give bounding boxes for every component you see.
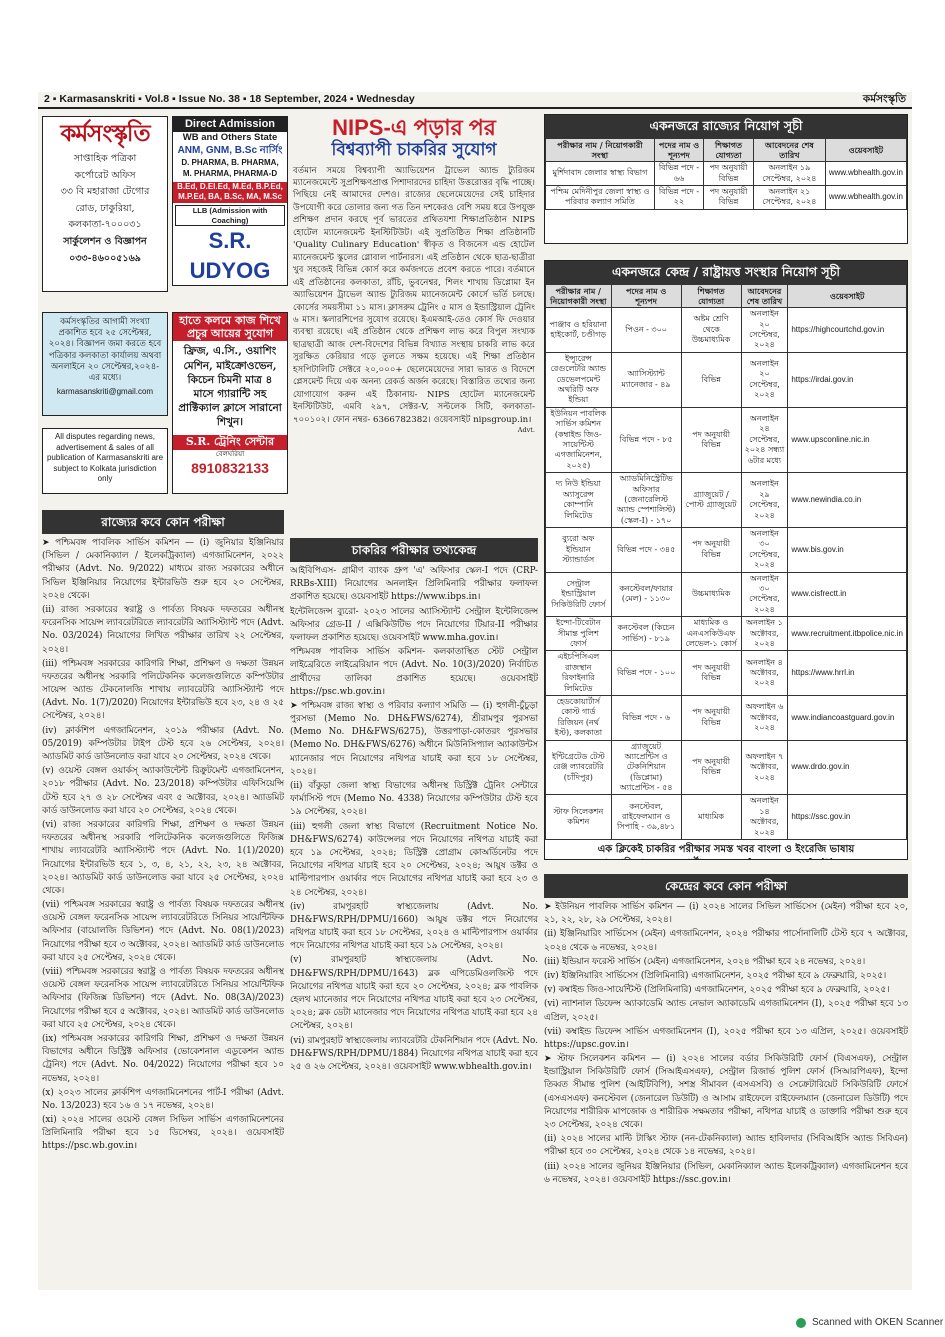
table-cell: অনলাইন ২১ সেপ্টেম্বর, ২০২৪ — [753, 186, 825, 210]
central-exams-list — [544, 898, 908, 1187]
newspaper-page — [38, 92, 912, 1290]
state-exams-column — [42, 510, 284, 1286]
table-row — [546, 186, 907, 210]
ad-edu-courses — [173, 182, 287, 203]
table-cell: পদ অনুযায়ী বিভিন্ন — [681, 407, 741, 472]
state-exam-item: (x) ২০২৩ সালের ক্লার্কশিপ এগজামিনেশনের পার্ট-I পরীক্ষা (Advt. No. 13/2023) হবে ১৬ ও ১৭ নভেম্বর, ২০২৪। — [42, 1087, 284, 1111]
table-cell: বিভিন্ন পদে - ৬ — [611, 695, 681, 740]
table-cell: পদ অনুযায়ী বিভিন্ন — [681, 695, 741, 740]
jurisdiction-disclaimer — [42, 428, 168, 494]
table-cell: পাঞ্জাব ও হরিয়ানা হাইকোর্ট, চণ্ডীগড় — [546, 308, 612, 353]
website-link[interactable]: https://www.hrrl.in — [788, 651, 907, 696]
website-link[interactable]: https://highcourtchd.gov.in — [788, 308, 907, 353]
notice-email: karmasanskriti@gmail.com — [56, 387, 154, 397]
logo-office: কর্পোরেট অফিস — [74, 169, 136, 181]
website-link[interactable]: www.newindia.co.in — [788, 473, 907, 528]
training-ad-headline — [173, 313, 287, 341]
website-link[interactable]: www.recruitment.itbpolice.nic.in — [788, 617, 907, 651]
table-cell: স্টাফ সিলেকশন কমিশন — [546, 795, 612, 840]
state-recruitment-table-box — [544, 114, 908, 244]
table-header-cell: পদের নাম ও শূন্যপদ — [654, 138, 703, 162]
training-ad-phone: 8910832133 — [191, 460, 269, 477]
state-table-body — [546, 162, 907, 210]
central-exams-column — [544, 874, 908, 1286]
table-header-cell: শিক্ষাগত যোগ্যতা — [681, 284, 741, 308]
table-row — [546, 352, 907, 407]
training-headline-2: প্রচুর আয়ের সুযোগ — [186, 327, 274, 341]
table-cell: এইচপিসিএল রাজস্থান রিফাইনারি লিমিটেড — [546, 651, 612, 696]
table-cell: পশ্চিম মেদিনীপুর জেলা স্বাস্থ্য ও পরিবার কল্যাণ সমিতি — [546, 186, 655, 210]
training-ad-center: S.R. ট্রেনিং সেন্টার — [173, 435, 287, 450]
table-cell: পদ অনুযায়ী বিভিন্ন — [704, 186, 754, 210]
scanner-logo-icon — [796, 1318, 806, 1328]
table-cell: কনস্টেবল, রাইফেলম্যান ও সিপাহি - ৩৯,৪৮১ — [611, 795, 681, 840]
central-exam-item: (vii) কম্বাইন্ড ডিফেন্স সার্ভিস এগজামিনেশন (I), ২০২৫ পরীক্ষা হবে ১৩ এপ্রিল, ২০২৫। ওয়েবসাইট https://upsc.gov.in। — [544, 1026, 908, 1050]
table-cell: অনলাইন ২৯ সেপ্টেম্বর, ২০২৪ — [741, 473, 788, 528]
table-cell: অনলাইন ১৪ অক্টোবর, ২০২৪ — [741, 795, 788, 840]
central-exam-item: (iii) ইন্ডিয়ান ফরেস্ট সার্ভিস (মেইন) এগজামিনেশন, ২০২৪ পরীক্ষা হবে ২৪ নভেম্বর, ২০২৪। — [544, 956, 866, 967]
ad-llb-line: LLB (Admission with Coaching) — [175, 205, 285, 227]
ad-direct-admission: Direct Admission — [173, 117, 287, 132]
table-cell: পদ অনুযায়ী বিভিন্ন — [681, 651, 741, 696]
job-info-item: (v) রামপুরহাট স্বাস্থ্যজেলায় (Advt. No. DH&FWS/RPH/DPMU/1643) ব্লক এপিডেমিওলজিস্ট পদে নিয়োগের নথিপত্র যাচাই করা হবে ২০ সেপ্টেম্বর, ২০২৪; ব্লক পাবলিক হেলথ ম্যানেজার পদে নিয়োগের নথিপত্র যাচাই করা হবে ২৩ সেপ্টেম্বর, ২০২৪; ব্লক ডেটা ম্যানেজার পদে নিয়োগের নথিপত্র যাচাই করা হবে ২৪ সেপ্টেম্বর, ২০২৪। — [290, 955, 538, 1032]
job-info-column — [290, 538, 538, 1286]
website-link[interactable]: https://irdai.gov.in — [788, 352, 907, 407]
central-exam-item: (iii) ২০২৪ সালের জুনিয়র ইঞ্জিনিয়ার (সিভিল, মেকানিক্যাল অ্যান্ড ইলেকট্রিক্যাল) এগজামিনেশন হবে ৬ নভেম্বর, ২০২৪। ওয়েবসাইট https://ssc.gov.in। — [544, 1161, 908, 1185]
state-exam-item: (iv) ক্লার্কশিপ এগজামিনেশন, ২০১৯ পরীক্ষার (Advt. No. 05/2019) কম্পিউটার টাইপ টেস্ট হবে ২৬ সেপ্টেম্বর, ২০২৪। অ্যাডমিট কার্ড ডাউনলোড করা যাবে ২০ সেপ্টেম্বর, ২০২৪ থেকে। — [42, 725, 284, 762]
scanner-text: Scanned with OKEN Scanner — [812, 1317, 944, 1328]
ad-state-line: WB and Others State — [182, 131, 278, 143]
table-cell: বিভিন্ন পদে - ৮৫ — [611, 407, 681, 472]
ad-institute-name: S.R. UDYOG — [189, 228, 271, 283]
ad-institute-age — [173, 285, 287, 286]
central-exam-item: (iv) ইঞ্জিনিয়ারিং সার্ভিসেস (প্রিলিমিনারি) এগজামিনেশন, ২০২৫ পরীক্ষা হবে ৯ ফেব্রুয়ারি, ২০২৫। — [544, 970, 887, 981]
publisher-logo-box — [42, 116, 168, 292]
table-header-cell: ওয়েবসাইট — [825, 138, 906, 162]
table-header-cell: আবেদনের শেষ তারিখ — [741, 284, 788, 308]
job-info-item: ইন্টেলিজেন্স ব্যুরো- ২০২৩ সালের অ্যাসিস্ট্যান্ট সেন্ট্রাল ইন্টেলিজেন্স অফিসার গ্রেড-II / এক্সিকিউটিভ পদে নিয়োগের টিয়ার-II পরীক্ষার ফলাফল প্রকাশিত হয়েছে। ওয়েবসাইট www.mha.gov.in। — [290, 606, 538, 643]
table-cell: ইন্টিগ্রেটেড টেস্ট রেঞ্জ ল্যাবরেটরি (চাঁদিপুর) — [546, 740, 612, 795]
table-cell: ইন্দো-টিবেটান সীমান্ত পুলিশ ফোর্স — [546, 617, 612, 651]
state-table-header-row — [546, 138, 907, 162]
central-table-title: একনজরে কেন্দ্র / রাষ্ট্রায়ত্ত সংস্থার নিয়োগ সূচী — [545, 261, 907, 284]
state-exam-item: (iii) পশ্চিমবঙ্গ সরকারের কারিগরি শিক্ষা, প্রশিক্ষণ ও দক্ষতা উন্নয়ন দফতরের অধীনস্থ সরকারি পলিটেকনিক কলেজগুলিতে কম্পিউটার সায়েন্স অ্যান্ড টেকনোলজি শাখায় ল্যাবরেটরি অ্যাসিস্ট্যান্ট পদে (Advt. No. 1(7)/2020) নিয়োগের ইন্টারভিউ হবে ২৩, ২৪ ও ২৫ সেপ্টেম্বর, ২০২৪। — [42, 658, 284, 722]
table-cell: অনলাইন ৩০ সেপ্টেম্বর, ২০২৪ — [741, 528, 788, 573]
table-row — [546, 407, 907, 472]
central-exam-item: ➤ স্টাফ সিলেকশন কমিশন — (i) ২০২৪ সালের বর্ডার সিকিউরিটি ফোর্স (বিএসএফ), সেন্ট্রাল ইন্ডাস্ট্রিয়াল সিকিউরিটি ফোর্স (সিআইএসএফ), সেন্ট্রাল রিজার্ভ পুলিশ ফোর্স (সিআরপিএফ), ইন্দো তিব্বত সীমান্ত পুলিশ (আইটিবিপি), সশস্ত্র সীমাবল (এসএসবি) ও সেক্রেটারিয়েট সিকিউরিটি ফোর্সে (এসএসএফ) কনস্টেবল (জেনারেল ডিউটি) ও আসাম রাইফেলে রাইফেলম্যান (জেনারেল ডিউটি) পদে নিয়োগের শারীরিক মাপজোক ও শারীরিক সক্ষমতার পরীক্ষা, নথিপত্র যাচাই ও ডাক্তারি পরীক্ষা শুরু হবে ২৩ সেপ্টেম্বর, ২০২৪ থেকে। — [544, 1054, 908, 1130]
promo-line-2 — [545, 857, 907, 860]
table-cell: পদ অনুযায়ী বিভিন্ন — [681, 528, 741, 573]
nips-title: NIPS-এ পড়ার পর — [332, 115, 496, 140]
table-cell: বিভিন্ন পদে - ১০০ — [611, 651, 681, 696]
web-portal-promo — [545, 840, 907, 860]
table-cell: ব্যুরো অফ ইন্ডিয়ান স্ট্যান্ডার্ডস — [546, 528, 612, 573]
table-row — [546, 795, 907, 840]
masthead-brand: কর্মসংস্কৃতি — [862, 92, 906, 105]
state-recruitment-table — [545, 138, 907, 210]
table-cell: অনলাইন ১ অক্টোবর, ২০২৪ — [741, 617, 788, 651]
job-info-item: আইবিপিএস- গ্রামীণ ব্যাংক গ্রুপ 'এ' অফিসার স্কেল-I পদে (CRP-RRBs-XIII) নিয়োগের অনলাইন প্রিলিমিনারি পরীক্ষার ফলাফল প্রকাশিত হয়েছে। ওয়েবসাইট https://www.ibps.in। — [290, 566, 538, 603]
ad-edu-line-1: B.Ed, D.El.Ed, M.Ed, B.P.Ed, — [177, 181, 283, 191]
state-exam-item: (ix) পশ্চিমবঙ্গ সরকারের কারিগরি শিক্ষা, প্রশিক্ষণ ও দক্ষতা উন্নয়ন বিভাগের অধীনে ডিস্ট্রিক্ট অফিসার (ভোকেশনাল এডুকেশন অ্যান্ড ট্রেনিং) পদে (Advt. No. 04/2022) নিয়োগের পরীক্ষা হবে ১০ নভেম্বর, ২০২৪। — [42, 1033, 284, 1084]
ad-pharma-line-2: M. PHARMA, PHARMA-D — [182, 169, 278, 179]
table-cell: অফলাইন ৬ অক্টোবর, ২০২৪ — [741, 695, 788, 740]
logo-phone: ০৩৩-৪৬০০৫১৬৯ — [69, 252, 141, 264]
table-cell: হেডকোয়ার্টার্স কোস্ট গার্ড রিজিয়ন (নর্থ ইস্ট), কলকাতা — [546, 695, 612, 740]
job-info-item: ➤ পশ্চিমবঙ্গ রাজ্য স্বাস্থ্য ও পরিবার কল্যাণ সমিতি — (i) হুগলী-চুঁচুড়া পুরসভা (Memo No. DH&FWS/6274), শ্রীরামপুর পুরসভা (Memo No. DH&FWS/6275), উত্তরপাড়া-কোতরং পুরসভার (Memo No. DH&FWS/6276) অধীনে মিউনিসিপ্যাল অ্যাকাউন্টস ম্যানেজার পদে নিয়োগের নথিপত্র যাচাই করা হবে ১৮ সেপ্টেম্বর, ২০২৪। — [290, 700, 538, 777]
central-exam-item: ➤ ইউনিয়ন পাবলিক সার্ভিস কমিশন — (i) ২০২৪ সালের সিভিল সার্ভিসেস (মেইন) পরীক্ষা হবে ২০, ২১, ২২, ২৮, ২৯ সেপ্টেম্বর, ২০২৪। — [544, 902, 908, 926]
logo-address-2: রোড, ঢাকুরিয়া, — [75, 202, 135, 214]
central-recruitment-table-box — [544, 260, 908, 860]
table-header-cell: আবেদনের শেষ তারিখ — [753, 138, 825, 162]
training-ad-location: বেলঘরিয়া — [215, 449, 245, 458]
logo-name: কর্মসংস্কৃতি — [60, 120, 150, 147]
table-row — [546, 572, 907, 617]
training-ad-body: ফ্রিজ, এ.সি., ওয়াশিং মেশিন, মাইক্রোওভেন, কিচেন চিমনী মাত্র ৪ মাসে গ্যারান্টি সহ প্রাক্টিক্যাল ক্লাসে সারানো শিখুন। — [178, 345, 282, 429]
job-info-item: (iv) রামপুরহাট স্বাস্থ্যজেলায় (Advt. No. DH&FWS/RPH/DPMU/1660) আয়ুষ ডক্টর পদে নিয়োগের নথিপত্র যাচাই করা হবে ১৮ সেপ্টেম্বর, ২০২৪ ও মাল্টিপারপাস ওয়ার্কার পদে নিয়োগের নথিপত্র যাচাই করা হবে ১৯ সেপ্টেম্বর, ২০২৪। — [290, 901, 538, 952]
table-cell: মাধ্যমিক — [681, 795, 741, 840]
job-info-item: (vi) রামপুরহাট স্বাস্থ্যজেলায় ল্যাবরেটরি টেকনিশিয়ান পদে (Advt. No. DH&FWS/RPH/DPMU/1884) নিয়োগের নথিপত্র যাচাই করা হবে ২৫ ও ২৬ সেপ্টেম্বর, ২০২৪। ওয়েবসাইট www.wbhealth.gov.in। — [290, 1035, 538, 1072]
central-exam-item: (ii) ২০২৪ সালের মাল্টি টাস্কিং স্টাফ (নন-টেকনিক্যাল) অ্যান্ড হাবিলদার (সিবিআইসি অ্যান্ড সিবিএন) পরীক্ষা হবে ৩০ সেপ্টেম্বর, ২০২৪ থেকে ১৪ নভেম্বর, ২০২৪। — [544, 1134, 908, 1158]
table-cell: বিভিন্ন পদে - ৩৪৫ — [611, 528, 681, 573]
state-exam-item: (xi) ২০২৪ সালের ওয়েস্ট বেঙ্গল সিভিল সার্ভিস এগজামিনেশনের প্রিলিমিনারি পরীক্ষা হবে ১৫ ডিসেম্বর, ২০২৪। ওয়েবসাইট https://psc.wb.gov.in। — [42, 1115, 284, 1152]
website-link[interactable]: https://ssc.gov.in — [788, 795, 907, 840]
table-cell: বিভিন্ন পদে - ৬৬ — [654, 162, 703, 186]
udyog-admission-ad — [172, 116, 288, 286]
state-exam-item: (viii) পশ্চিমবঙ্গ সরকারের স্বরাষ্ট্র ও পার্বত্য বিষয়ক দফতরের অধীনস্থ ওয়েস্ট বেঙ্গল ফরেনসিক সায়েন্স ল্যাবরেটরিতে সিনিয়র সায়েন্টিফিক অফিসার (ফিজিক্স ডিভিশন) পদে (Advt. No. 08(3A)/2023) নিয়োগের পরীক্ষা হবে ৫ অক্টোবর, ২০২৪। অ্যাডমিট কার্ড ডাউনলোড করা যাবে ২৫ সেপ্টেম্বর, ২০২৪ থেকে। — [42, 967, 284, 1030]
next-issue-notice — [42, 312, 168, 416]
state-exam-item: (ii) রাজ্য সরকারের স্বরাষ্ট্র ও পার্বত্য বিষয়ক দফতরের অধীনস্থ ফরেনসিক সায়েন্স ল্যাবরেটরিতে ল্যাবরেটরি অ্যাসিস্ট্যান্ট পদে (Advt. No. 03/2024) নিয়োগের লিখিত পরীক্ষার তারিখ ২২ সেপ্টেম্বর, ২০২৪। — [42, 604, 284, 655]
table-cell: গ্র্যাজুয়েট / পোস্ট গ্র্যাজুয়েট — [681, 473, 741, 528]
state-exam-item: (v) ওয়েস্ট বেঙ্গল ওয়ার্কস্ অ্যাকাউন্টেন্ট রিক্রুটমেন্ট এগজামিনেশন, ২০১৮ পরীক্ষার (Advt. No. 23/2018) কম্পিউটার এফিসিয়েন্সি টেস্ট হবে ২৭ ও ২৮ সেপ্টেম্বর এবং ৫ অক্টোবর, ২০২৪। অ্যাডমিট কার্ড ডাউনলোড করা যাবে ২০ সেপ্টেম্বর, ২০২৪ থেকে। — [42, 766, 284, 816]
website-link[interactable]: www.wbhealth.gov.in — [825, 186, 906, 210]
table-row — [546, 162, 907, 186]
table-header-cell: ওয়েবসাইট — [788, 284, 907, 308]
table-cell: অনলাইন ২৪ সেপ্টেম্বর, ২০২৪ সন্ধ্যা ৬টার মধ্যে — [741, 407, 788, 472]
table-cell: ইন্স্যুরেন্স রেগুলেটরি অ্যান্ড ডেভেলপমেন্ট অথরিটি অফ ইন্ডিয়া — [546, 352, 612, 407]
table-row — [546, 695, 907, 740]
state-table-title: একনজরে রাজ্যের নিয়োগ সূচী — [545, 115, 907, 138]
table-cell: বিভিন্ন পদে - ২২ — [654, 186, 703, 210]
state-exams-list — [42, 534, 284, 1154]
table-row — [546, 308, 907, 353]
table-cell: সেন্ট্রাল ইন্ডাস্ট্রিয়াল সিকিউরিটি ফোর্স — [546, 572, 612, 617]
logo-address-3: কলকাতা-৭০০০৩১ — [68, 219, 142, 231]
nips-body: বর্তমান সময়ে বিশ্বব্যাপী অ্যাভিয়েশন ট্রাভেল অ্যান্ড ট্যুরিজম ম্যানেজমেন্টে সুপ্রশিক্ষণপ্রাপ্ত পিশাদারদের চাহিদা উত্তরোত্তর বৃদ্ধি পাচ্ছে। পিছিয়ে নেই আমাদের দেশও। রাজ্যের ছেলেমেয়েদের সেই চাহিদার উপযোগী করে তোলার জন্য গত তিন দশকেরও বেশি সময় ধরে উপযুক্ত প্রশিক্ষণ প্রদান করছে পূর্ব ভারতের প্রথিতযশা শিক্ষাপ্রতিষ্ঠান NIPS হোটেল ম্যানেজমেন্ট ইনস্টিটিউট। এই সুপ্রতিষ্ঠিত শিক্ষা প্রতিষ্ঠানটি 'Quality Culinary Education' স্বীকৃত ও বিজনেস এন্ড হোটেল ম্যানেজমেন্ট স্কুলের গ্লোবাল পার্টনারস। এই প্রতিষ্ঠান থেকে ছাত্র-ছাত্রীরা খুব সহজেই বিভিন্ন কোর্স করে কর্মজগতে প্রবেশ করতে পারে। বর্তমানে এই প্রতিষ্ঠানের কলকাতা, রাঁচি, ভুবনেশ্বর, শিলং শাখায় ডিপ্লোমা ইন অ্যাভিয়েশন ট্রাভেল অ্যান্ড ট্যুরিজম ম্যানেজমেন্ট কোর্সে ভর্তি চলছে। কোর্সের সময়সীমা ১১ মাস। ক্লাসরুম ট্রেনিং ৫ মাস ও ইন্ডাস্ট্রিয়াল ট্রেনিং ৬ মাস। স্কলারশিপের সুযোগ রয়েছে। ইএমআই-তেও কোর্স ফি দেওয়ার ব্যবস্থা রয়েছে। এই প্রতিষ্ঠান থেকে প্রশিক্ষণ লাভ করে বিপুল সংখ্যক ছাত্রছাত্রী আজ দেশ-বিদেশের বিভিন্ন বিখ্যাত সংস্থায় চাকরি লাভ করে সুরক্ষিত কেরিয়ার গড়ে তুলতে সক্ষম হয়েছে। এই শিক্ষা প্রতিষ্ঠান হসপিটালিটি সেক্টরে ২০,০০০+ ছেলেমেয়েদের সারা ভারত ও বিদেশে প্লেসমেন্ট দিয়ে এক অনন্য রেকর্ড অর্জন করেছে। বিস্তারিত তথ্যের জন্য যোগাযোগ করুন এই ঠিকানায়- NIPS হোটেল ম্যানেজমেন্ট ইনস্টিটিউট, এমবি ২৯৭, সেক্টর-V, সল্টলেক সিটি, কলকাতা- ৭০০১০২। ফোন নম্বর- 6366782382। ওয়েবসাইট nipsgroup.in। — [293, 165, 535, 425]
table-header-cell: শিক্ষাগত যোগ্যতা — [704, 138, 754, 162]
table-cell: গ্র্যাজুয়েট অ্যাপ্রেন্টিস ও টেকনিশিয়ান (ডিপ্লোমা) অ্যাপ্রেন্টিস - ৫৪ — [611, 740, 681, 795]
table-cell: উচ্চমাধ্যমিক — [681, 572, 741, 617]
logo-subtitle: সাপ্তাহিক পত্রিকা — [73, 153, 137, 165]
table-row — [546, 651, 907, 696]
nips-adv-label: Advt. — [517, 426, 535, 435]
table-cell: মুর্শিদাবাদ জেলার স্বাস্থ্য বিভাগ — [546, 162, 655, 186]
notice-text: কর্মসংস্কৃতির আগামী সংখ্যা প্রকাশিত হবে ২৫ সেপ্টেম্বর, ২০২৪। বিজ্ঞাপন জমা করতে হবে পত্রিকার কলকাতা কার্যালয় অথবা অনলাইনে ২০ সেপ্টেম্বর,২০২৪-এর মধ্যে। — [48, 317, 162, 384]
scanner-watermark — [796, 1316, 943, 1329]
ad-nursing-line: ANM, GNM, B.Sc নার্সিং — [177, 145, 283, 157]
job-info-item: (iii) হুগলী জেলা স্বাস্থ্য বিভাগে (Recruitment Notice No. DH&FWS/6274) কাউন্সেলর পদে নিয়োগের নথিপত্র যাচাই করা হবে ১৯ সেপ্টেম্বর, ২০২৪; ডিস্ট্রিক্ট প্রোগ্রাম কোঅর্ডিনেটর পদে নিয়োগের নথিপত্র যাচাই হবে ২০ সেপ্টেম্বর, ২০২৪; আয়ুষ ডক্টর ও মাল্টিপারপাস ওয়ার্কার পদে নিয়োগের নথিপত্র যাচাই করা হবে ২৩ ও ২৪ সেপ্টেম্বর, ২০২৪। — [290, 821, 538, 898]
central-exams-title: কেন্দ্রের কবে কোন পরীক্ষা — [544, 874, 908, 898]
table-cell: বিভিন্ন — [681, 352, 741, 407]
central-exam-item: (vi) ন্যাশনাল ডিফেন্স অ্যাকাডেমি অ্যান্ড নেভাল অ্যাকাডেমি এগজামিনেশন (I), ২০২৫ পরীক্ষা হবে ১৩ এপ্রিল, ২০২৫। — [544, 999, 908, 1023]
table-cell: অনলাইন ৪ অক্টোবর, ২০২৪ — [741, 651, 788, 696]
state-exams-title: রাজ্যের কবে কোন পরীক্ষা — [42, 510, 284, 534]
training-center-ad — [172, 312, 288, 494]
job-info-list — [290, 562, 538, 1074]
nips-subtitle: বিশ্বব্যাপী চাকরির সুযোগ — [331, 140, 497, 161]
table-row — [546, 617, 907, 651]
table-cell: কনস্টেবল/ফায়ার (মেল) - ১১৩০ — [611, 572, 681, 617]
nips-article — [290, 116, 538, 534]
table-cell: মাধ্যমিক ও এনএসকিউএফ লেভেল-১ কোর্স — [681, 617, 741, 651]
page-header — [38, 92, 912, 109]
table-cell: অনলাইন ২০ সেপ্টেম্বর, ২০২৪ — [741, 308, 788, 353]
ad-pharma-line-1: D. PHARMA, B. PHARMA, — [181, 158, 279, 168]
central-table-header-row — [546, 284, 907, 308]
table-cell: দ্য নিউ ইন্ডিয়া অ্যাসুরেন্স কোম্পানি লিমিটেড — [546, 473, 612, 528]
table-cell: অ্যাসিস্ট্যান্ট ম্যানেজার - ৪৯ — [611, 352, 681, 407]
table-row — [546, 740, 907, 795]
central-exam-item: (ii) ইঞ্জিনিয়ারিং সার্ভিসেস (মেইন) এগজামিনেশন, ২০২৪ পরীক্ষার পার্সোনালিটি টেস্ট হবে ৭ অক্টোবর, ২০২৪ থেকে ৬ নভেম্বর, ২০২৪। — [544, 929, 908, 953]
ad-edu-line-2: M.P.Ed, BA, B.Sc, MA, M.Sc — [178, 192, 282, 202]
table-cell: ইউনিয়ন পাবলিক সার্ভিস কমিশন (কম্বাইন্ড জিও-সায়েন্টিস্ট এগজামিনেশন, ২০২৫) — [546, 407, 612, 472]
table-cell: অষ্টম শ্রেণি থেকে উচ্চমাধ্যমিক — [681, 308, 741, 353]
disclaimer-text: All disputes regarding news, advertisement & sales of all publication of Karmasanskriti are subject to Kolkata jurisdiction only — [46, 432, 164, 484]
job-info-title: চাকরির পরীক্ষার তথ্যকেন্দ্র — [290, 538, 538, 562]
state-exam-item: (vii) পশ্চিমবঙ্গ সরকারের স্বরাষ্ট্র ও পার্বত্য বিষয়ক দফতরের অধীনস্থ ওয়েস্ট বেঙ্গল ফরেনসিক সায়েন্স ল্যাবরেটরিতে সিনিয়র সায়েন্টিফিক অফিসার (বায়োলজি ডিভিশন) পদে (Advt. No. 08(1)/2023) নিয়োগের পরীক্ষা হবে ৩ অক্টোবর, ২০২৪। অ্যাডমিট কার্ড ডাউনলোড করা যাবে ২৫ সেপ্টেম্বর, ২০২৪ থেকে। — [42, 900, 284, 963]
central-exam-item: (v) কম্বাইন্ড জিও-সায়েন্টিস্ট (প্রিলিমিনারি) এগজামিনেশন, ২০২৫ পরীক্ষা হবে ৯ ফেব্রুয়ারি, ২০২৫। — [544, 985, 890, 996]
website-link[interactable]: www.drdo.gov.in — [788, 740, 907, 795]
table-cell: পদ অনুযায়ী বিভিন্ন — [681, 740, 741, 795]
table-header-cell: পরীক্ষার নাম / নিয়োগকারী সংস্থা — [546, 138, 655, 162]
state-exam-item: (vi) রাজ্য সরকারের কারিগরি শিক্ষা, প্রশিক্ষণ ও দক্ষতা উন্নয়ন দফতরের অধীনস্থ সরকারি পলিটেকনিক কলেজগুলিতে ফিজিক্স শাখায় ল্যাবরেটরি অ্যাসিস্ট্যান্ট পদে (Advt. No. 1(1)/2020) নিয়োগের ইন্টারভিউ হবে ১, ৩, ৪, ২১, ২২, ২৩, ২৪ অক্টোবর, ২০২৪। অ্যাডমিট কার্ড ডাউনলোড করা যাবে ২৫ সেপ্টেম্বর, ২০২৪ থেকে। — [42, 819, 284, 896]
table-cell: অফলাইন ৭ অক্টোবর, ২০২৪ — [741, 740, 788, 795]
promo-line-1: এক ক্লিকেই চাকরির পরীক্ষার সমস্ত খবর বাংলা ও ইংরেজি ভাষায় — [597, 844, 855, 856]
table-cell: পদ অনুযায়ী বিভিন্ন — [704, 162, 754, 186]
table-cell: কনস্টেবল (কিচেন সার্ভিস) - ৮১৯ — [611, 617, 681, 651]
table-cell: অনলাইন ৩০ সেপ্টেম্বর, ২০২৪ — [741, 572, 788, 617]
state-exam-item: ➤ পশ্চিমবঙ্গ পাবলিক সার্ভিস কমিশন — (i) জুনিয়ার ইঞ্জিনিয়ার (সিভিল / মেকানিক্যাল / ইলেকট্রিক্যাল) এগজামিনেশন, ২০২২ পরীক্ষার (Advt. No. 9/2022) মাধ্যমে রাজ্য সরকারের অধীনে সিভিল ইঞ্জিনিয়ার নিয়োগের ইন্টারভিউ শুরু হবে ২০ সেপ্টেম্বর, ২০২৪ থেকে। — [42, 538, 284, 601]
job-info-item: (ii) বাঁকুড়া জেলা স্বাস্থ্য বিভাগের অধীনস্থ ডিস্ট্রিক্ট ট্রেনিং সেন্টারে ফার্মাসিস্ট পদে (Memo No. 4338) নিয়োগের কম্পিউটার টেস্ট হবে ১৯ সেপ্টেম্বর, ২০২৪। — [290, 781, 538, 818]
training-headline-1: হাতে কলমে কাজ শিখে — [179, 314, 281, 327]
table-cell: পিওন - ৩০০ — [611, 308, 681, 353]
website-link[interactable]: www.upsconline.nic.in — [788, 407, 907, 472]
logo-circulation: সার্কুলেশন ও বিজ্ঞাপন — [63, 236, 147, 248]
logo-address-1: ৩৩ বি মহারাজা টেগোর — [60, 186, 150, 198]
table-header-cell: পরীক্ষার নাম / নিয়োগকারী সংস্থা — [546, 284, 612, 308]
central-recruitment-table — [545, 284, 907, 841]
table-header-cell: পদের নাম ও শূন্যপদ — [611, 284, 681, 308]
table-cell: অনলাইন ২০ সেপ্টেম্বর, ২০২৪ — [741, 352, 788, 407]
table-row — [546, 473, 907, 528]
central-table-body — [546, 308, 907, 840]
website-link[interactable]: www.wbhealth.gov.in — [825, 162, 906, 186]
job-info-item: পশ্চিমবঙ্গ পাবলিক সার্ভিস কমিশন- কলকাতাস্থিত স্টেট সেন্ট্রাল লাইব্রেরিতে লাইব্রেরিয়ান পদে (Advt. No. 10(3)/2020) নির্বাচিত প্রার্থীদের তালিকা প্রকাশিত হয়েছে। ওয়েবসাইট https://psc.wb.gov.in। — [290, 647, 538, 697]
table-cell: অ্যাডমিনিস্ট্রেটিভ অফিসার (জেনারেলিস্ট অ্যান্ড স্পেশালিস্ট) (স্কেল-I) - ১৭০ — [611, 473, 681, 528]
table-cell: অনলাইন ১৯ সেপ্টেম্বর, ২০২৪ — [753, 162, 825, 186]
website-link[interactable]: www.indiancoastguard.gov.in — [788, 695, 907, 740]
table-row — [546, 528, 907, 573]
website-link[interactable]: www.bis.gov.in — [788, 528, 907, 573]
website-link[interactable]: www.cisfrectt.in — [788, 572, 907, 617]
issue-info: 2 ▪ Karmasanskriti ▪ Vol.8 ▪ Issue No. 38 ▪ 18 September, 2024 ▪ Wednesday — [44, 92, 415, 105]
